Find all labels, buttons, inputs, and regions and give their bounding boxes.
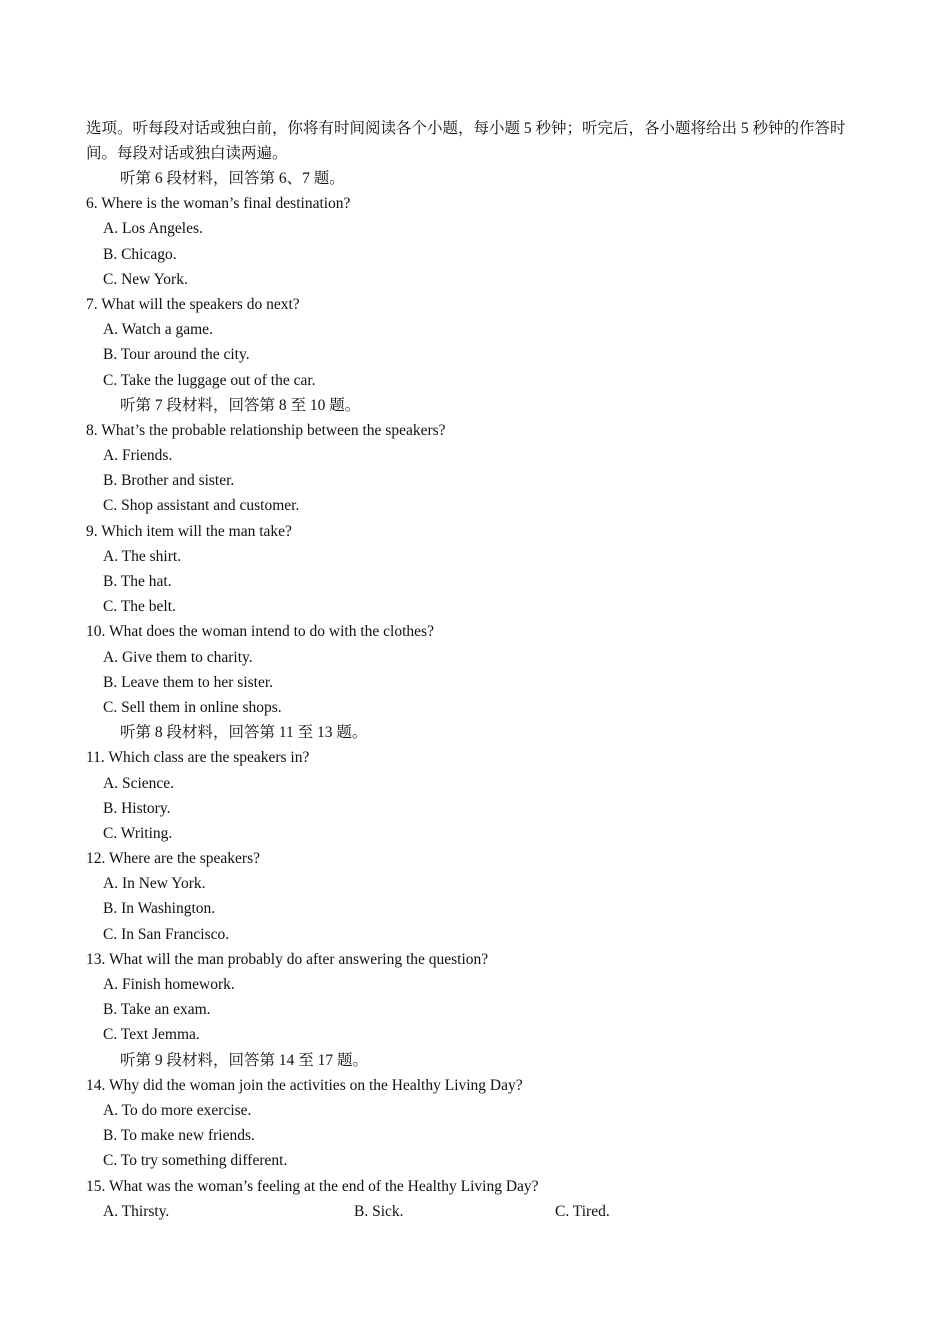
question-text: 11. Which class are the speakers in?	[86, 749, 310, 767]
option: A. The shirt.	[103, 547, 182, 565]
question-text: 12. Where are the speakers?	[86, 850, 260, 868]
section-intro: 听第 6 段材料，回答第 6、7 题。	[120, 170, 345, 187]
option: C. The belt.	[103, 598, 176, 616]
option: B. Sick.	[354, 1202, 404, 1220]
option: B. To make new friends.	[103, 1127, 255, 1145]
listening-instructions: 选项。听每段对话或独白前，你将有时间阅读各个小题，每小题 5 秒钟；听完后，各小题将给出 5 秒钟的作答时间。每段对话或独白读两遍。	[86, 120, 846, 162]
question-text: 6. Where is the woman’s final destination?	[86, 195, 351, 213]
option: B. The hat.	[103, 573, 172, 590]
option: B. History.	[103, 799, 171, 817]
question-text: 13. What will the man probably do after answering the question?	[86, 950, 489, 968]
option: C. Take the luggage out of the car.	[103, 371, 316, 389]
option: A. In New York.	[103, 875, 206, 893]
option: A. To do more exercise.	[103, 1101, 252, 1119]
question-text: 7. What will the speakers do next?	[86, 295, 300, 313]
option: A. Science.	[103, 774, 175, 792]
option: C. Tired.	[555, 1202, 610, 1220]
question-text: 10. What does the woman intend to do with the clothes?	[86, 623, 434, 641]
section-intro: 听第 7 段材料，回答第 8 至 10 题。	[120, 396, 361, 414]
option: C. Text Jemma.	[103, 1026, 200, 1044]
option: C. Writing.	[103, 824, 173, 842]
option: A. Give them to charity.	[103, 648, 253, 666]
option: B. Brother and sister.	[103, 472, 235, 490]
question-list	[86, 166, 868, 1224]
option: A. Friends.	[103, 447, 173, 465]
option: A. Los Angeles.	[103, 220, 203, 238]
option: B. Take an exam.	[103, 1001, 211, 1019]
option: A. Thirsty.	[103, 1202, 170, 1220]
question-text: 15. What was the woman’s feeling at the end of the Healthy Living Day?	[86, 1177, 539, 1195]
option: C. New York.	[103, 270, 188, 288]
option: A. Finish homework.	[103, 976, 235, 993]
inline-options	[86, 1199, 868, 1224]
option: C. In San Francisco.	[103, 925, 230, 943]
option: B. Tour around the city.	[103, 346, 250, 364]
section-intro: 听第 9 段材料，回答第 14 至 17 题。	[120, 1051, 369, 1069]
option: B. Chicago.	[103, 245, 177, 263]
option: A. Watch a game.	[103, 321, 213, 339]
option: C. To try something different.	[103, 1152, 288, 1170]
option: C. Shop assistant and customer.	[103, 497, 300, 515]
question-text: 9. Which item will the man take?	[86, 522, 292, 540]
option: B. In Washington.	[103, 900, 216, 918]
question-text: 14. Why did the woman join the activities on the Healthy Living Day?	[86, 1076, 523, 1094]
option: B. Leave them to her sister.	[103, 673, 274, 691]
option: C. Sell them in online shops.	[103, 698, 282, 716]
section-intro: 听第 8 段材料，回答第 11 至 13 题。	[120, 724, 368, 742]
question-text: 8. What’s the probable relationship between the speakers?	[86, 421, 446, 439]
